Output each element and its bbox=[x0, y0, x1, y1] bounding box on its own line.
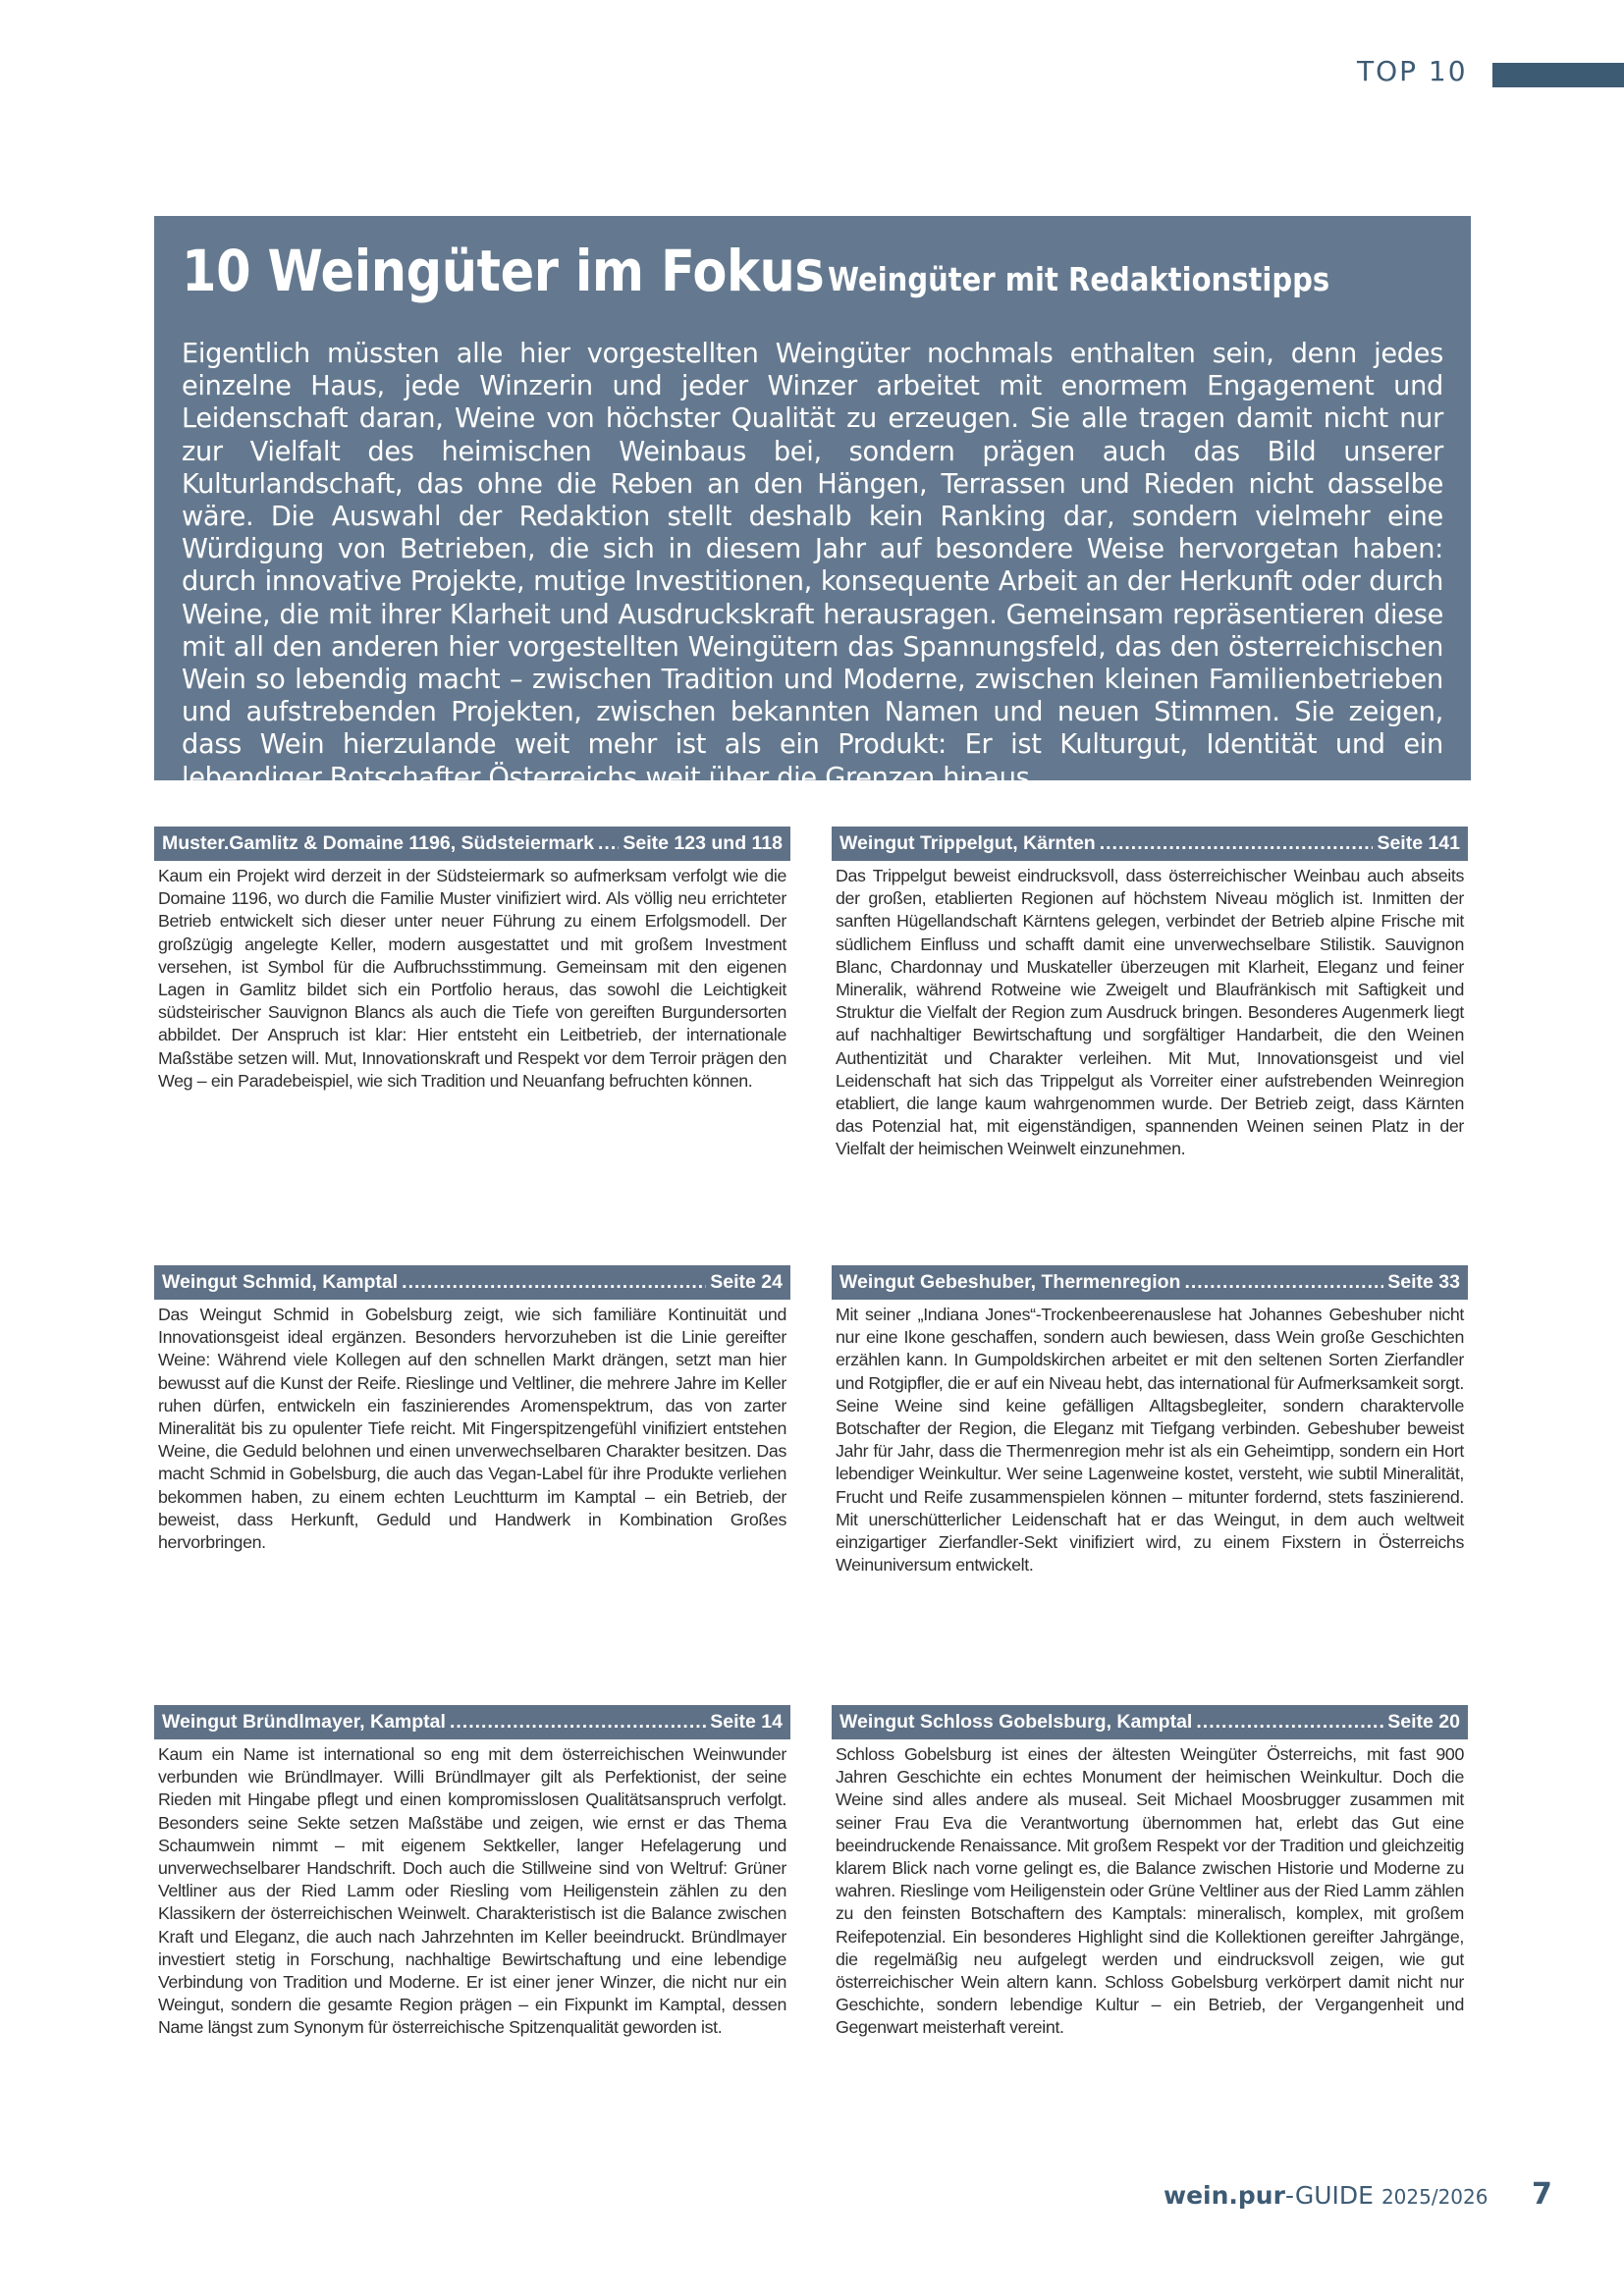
entry-page-ref: Seite 123 und 118 bbox=[623, 832, 783, 854]
winery-entry bbox=[832, 1265, 1468, 1576]
page-number: 7 bbox=[1532, 2177, 1552, 2212]
leader-dots bbox=[1184, 1271, 1383, 1294]
entry-text: Kaum ein Name ist international so eng mit dem österreichischen Weinwunder verbunden wie Bründlmayer. Willi Bründlmayer gilt als Perfektionist, der seine Rieden mit Hingabe pflegt und einen kompromisslosen Qualitätsanspruch verfolgt. Besonders seine Sekte setzen Maßstäbe und zeigen, wie ernst er das Thema Schaumwein nimmt – mit eigenem Sektkeller, langer Hefelagerung und unverwechselbarer Handschrift. Doch auch die Stillweine sind von Weltruf: Grüner Veltliner aus der Ried Lamm oder Riesling vom Heiligenstein zählen zu den Klassikern der österreichischen Weinwelt. Charakteristisch ist die Balance zwischen Kraft und Eleganz, die auch nach Jahrzehnten im Keller beeindruckt. Bründlmayer investiert stetig in Forschung, nachhaltige Bewirtschaftung und eine lebendige Verbindung von Tradition und Moderne. Er ist einer jener Winzer, die nicht nur ein Weingut, sondern die gesamte Region prägen – ein Fixpunkt im Kamptal, dessen Name längst zum Synonym für österreichische Spitzenqualität geworden ist. bbox=[158, 1744, 786, 2038]
leader-dots bbox=[450, 1711, 706, 1734]
leader-dots bbox=[402, 1271, 706, 1294]
entry-header bbox=[154, 827, 790, 861]
entry-name: Weingut Schloss Gobelsburg, Kamptal bbox=[839, 1711, 1193, 1733]
entry-name: Weingut Schmid, Kamptal bbox=[162, 1271, 399, 1293]
entry-page-ref: Seite 33 bbox=[1387, 1271, 1460, 1293]
footer-brand bbox=[1164, 2181, 1488, 2210]
entry-text: Kaum ein Projekt wird derzeit in der Südsteiermark so aufmerksam verfolgt wie die Domaine 1196, wo durch die Familie Muster vinifiziert wird. Als völlig neu errichteter Betrieb entwickelt sich dieser unter neuer Führung zu einem Erfolgsmodell. Der großzügig angelegte Keller, modern ausgestattet und mit großem Investment versehen, ist Symbol für die Aufbruchsstimmung. Gemeinsam mit den eigenen Lagen in Gamlitz bildet sich ein Portfolio heraus, das sowohl die Leichtigkeit südsteirischer Sauvignon Blancs als auch die Tiefe von gereiften Burgundersorten abbildet. Der Anspruch ist klar: Hier entsteht ein Leitbetrieb, der internationale Maßstäbe setzen will. Mut, Innovationskraft und Respekt vor dem Terroir prägen den Weg – ein Paradebeispiel, wie sich Tradition und Neuanfang befruchten können. bbox=[158, 866, 786, 1091]
running-head-label: TOP 10 bbox=[1357, 55, 1468, 87]
entry-header bbox=[154, 1265, 790, 1300]
entry-name: Weingut Gebeshuber, Thermenregion bbox=[839, 1271, 1181, 1293]
leader-dots bbox=[1196, 1711, 1383, 1734]
intro-box bbox=[154, 216, 1471, 793]
winery-entry bbox=[154, 827, 790, 1093]
entry-page-ref: Seite 14 bbox=[710, 1711, 783, 1733]
running-head-bar bbox=[1492, 63, 1624, 87]
entry-header bbox=[154, 1705, 790, 1739]
intro-title-row bbox=[182, 238, 1443, 304]
winery-entry bbox=[154, 1265, 790, 1554]
entry-header bbox=[832, 827, 1468, 861]
entry-text: Schloss Gobelsburg ist eines der ältesten Weingüter Österreichs, mit fast 900 Jahren Geschichte ein echtes Monument der heimischen Weinkultur. Doch die Weine sind alles andere als museal. Seit Michael Moosbrugger zusammen mit seiner Frau Eva die Verantwortung übernommen hat, erlebt das Gut eine beeindruckende Renaissance. Mit großem Respekt vor der Tradition und gleichzeitig klarem Blick nach vorne gelingt es, die Balance zwischen Historie und Moderne zu wahren. Rieslinge vom Heiligenstein oder Grüne Veltliner aus der Ried Lamm zählen zu den feinsten Botschaftern des Kamptals: mineralisch, komplex, mit großem Reifepotenzial. Ein besonderes Highlight sind die Kollektionen gereifter Jahrgänge, die regelmäßig neu aufgelegt werden und eindrucksvoll zeigen, wie gut österreichischer Wein altern kann. Schloss Gobelsburg verkörpert damit nicht nur Geschichte, sondern lebendige Kultur – ein Betrieb, der Vergangenheit und Gegenwart meisterhaft vereint. bbox=[836, 1744, 1464, 2038]
winery-entry bbox=[832, 827, 1468, 1161]
winery-entry bbox=[832, 1705, 1468, 2040]
entry-text: Mit seiner „Indiana Jones“-Trockenbeerenauslese hat Johannes Gebeshuber nicht nur eine Ikone geschaffen, sondern auch bewiesen, dass Wein große Geschichten erzählen kann. In Gumpoldskirchen arbeitet er mit den seltenen Sorten Zierfandler und Rotgipfler, die er auf ein Niveau hebt, das international für Aufmerksamkeit sorgt. Seine Weine sind keine gefälligen Alltagsbegleiter, sondern charaktervolle Botschafter der Region, die Eleganz mit Tiefgang verbinden. Gebeshuber beweist Jahr für Jahr, dass die Thermenregion mehr ist als ein Geheimtipp, sondern ein Hort lebendiger Weinkultur. Wer seine Lagenweine kostet, versteht, wie subtil Mineralität, Frucht und Reife zusammenspielen können – mitunter fordernd, stets faszinierend. Mit unerschütterlicher Leidenschaft hat er das Weingut, in dem auch weltweit einzigartiger Zierfandler-Sekt vinifiziert wird, zu einem Fixstern in Österreichs Weinuniversum entwickelt. bbox=[836, 1305, 1464, 1575]
leader-dots bbox=[1100, 832, 1374, 855]
entry-page-ref: Seite 20 bbox=[1387, 1711, 1460, 1733]
winery-entry bbox=[154, 1705, 790, 2040]
brand-name: wein.pur bbox=[1164, 2181, 1285, 2210]
leader-dots bbox=[598, 832, 619, 855]
brand-suffix: -GUIDE bbox=[1284, 2181, 1374, 2210]
guide-year: 2025/2026 bbox=[1380, 2185, 1489, 2209]
entry-header bbox=[832, 1265, 1468, 1300]
intro-text: Eigentlich müssten alle hier vorgestellten Weingüter nochmals enthalten sein, denn jedes einzelne Haus, jede Winzerin und jeder Winzer arbeitet mit enormem Engagement und Leidenschaft daran, Weine von höchster Qualität zu erzeugen. Sie alle tragen damit nicht nur zur Vielfalt des heimischen Weinbaus bei, sondern prägen auch das Bild unserer Kulturlandschaft, das ohne die Reben an den Hängen, Terrassen und Rieden nicht dasselbe wäre. Die Auswahl der Redaktion stellt deshalb kein Ranking dar, sondern vielmehr eine Würdigung von Betrieben, die sich in diesem Jahr auf besondere Weise hervorgetan haben: durch innovative Projekte, mutige Investitionen, konsequente Arbeit an der Herkunft oder durch Weine, die mit ihrer Klarheit und Ausdruckskraft herausragen. Gemeinsam repräsentieren diese mit all den anderen hier vorgestellten Weingütern das Spannungsfeld, das den österreichischen Wein so lebendig macht – zwischen Tradition und Moderne, zwischen kleinen Familienbetrieben und aufstrebenden Projekten, zwischen bekannten Namen und neuen Stimmen. Sie zeigen, dass Wein hierzulande weit mehr ist als ein Produkt: Er ist Kulturgut, Identität und ein lebendiger Botschafter Österreichs weit über die Grenzen hinaus. bbox=[182, 339, 1443, 793]
page-title: 10 Weingüter im Fokus bbox=[182, 238, 825, 304]
entry-name: Muster.Gamlitz & Domaine 1196, Südsteiermark bbox=[162, 832, 595, 854]
entry-page-ref: Seite 24 bbox=[710, 1271, 783, 1293]
entry-header bbox=[832, 1705, 1468, 1739]
entry-text: Das Trippelgut beweist eindrucksvoll, dass österreichischer Weinbau auch abseits der großen, etablierten Regionen auf höchstem Niveau möglich ist. Inmitten der sanften Hügellandschaft Kärntens gelegen, verbindet der Betrieb alpine Frische mit südlichem Einfluss und schafft damit eine unverwechselbare Stilistik. Sauvignon Blanc, Chardonnay und Muskateller überzeugen mit Klarheit, Eleganz und feiner Mineralik, während Rotweine wie Zweigelt und Blaufränkisch mit Saftigkeit und Struktur die Vielfalt der Region zum Ausdruck bringen. Besonderes Augenmerk liegt auf nachhaltiger Bewirtschaftung und sorgfältiger Handarbeit, die den Weinen Authentizität und Charakter verleihen. Mit Mut, Innovationsgeist und viel Leidenschaft hat sich das Trippelgut als Vorreiter einer aufstrebenden Weinregion etabliert, die lange kaum wahrgenommen wurde. Der Betrieb zeigt, dass Kärnten das Potenzial hat, mit eigenständigen, spannenden Weinen seinen Platz in der Vielfalt der heimischen Weinwelt einzunehmen. bbox=[836, 866, 1464, 1159]
page-subtitle: Weingüter mit Redaktionstipps bbox=[828, 260, 1330, 298]
entry-text: Das Weingut Schmid in Gobelsburg zeigt, wie sich familiäre Kontinuität und Innovationsgeist ideal ergänzen. Besonders hervorzuheben ist die Linie gereifter Weine: Während viele Kollegen auf den schnellen Markt drängen, setzt man hier bewusst auf die Kunst der Reife. Rieslinge und Veltliner, die mehrere Jahre im Keller ruhen dürfen, entwickeln ein faszinierendes Aromenspektrum, das von zarter Mineralität bis zu opulenter Tiefe reicht. Mit Fingerspitzengefühl vinifiziert entstehen Weine, die Geduld belohnen und einen unverwechselbaren Charakter besitzen. Das macht Schmid in Gobelsburg, die auch das Vegan-Label für ihre Produkte verliehen bekommen haben, zu einem echten Leuchtturm im Kamptal – ein Betrieb, der beweist, dass Herkunft, Geduld und Handwerk in Kombination Großes hervorbringen. bbox=[158, 1305, 786, 1553]
entry-name: Weingut Trippelgut, Kärnten bbox=[839, 832, 1096, 854]
entry-page-ref: Seite 141 bbox=[1377, 832, 1460, 854]
entry-name: Weingut Bründlmayer, Kamptal bbox=[162, 1711, 446, 1733]
